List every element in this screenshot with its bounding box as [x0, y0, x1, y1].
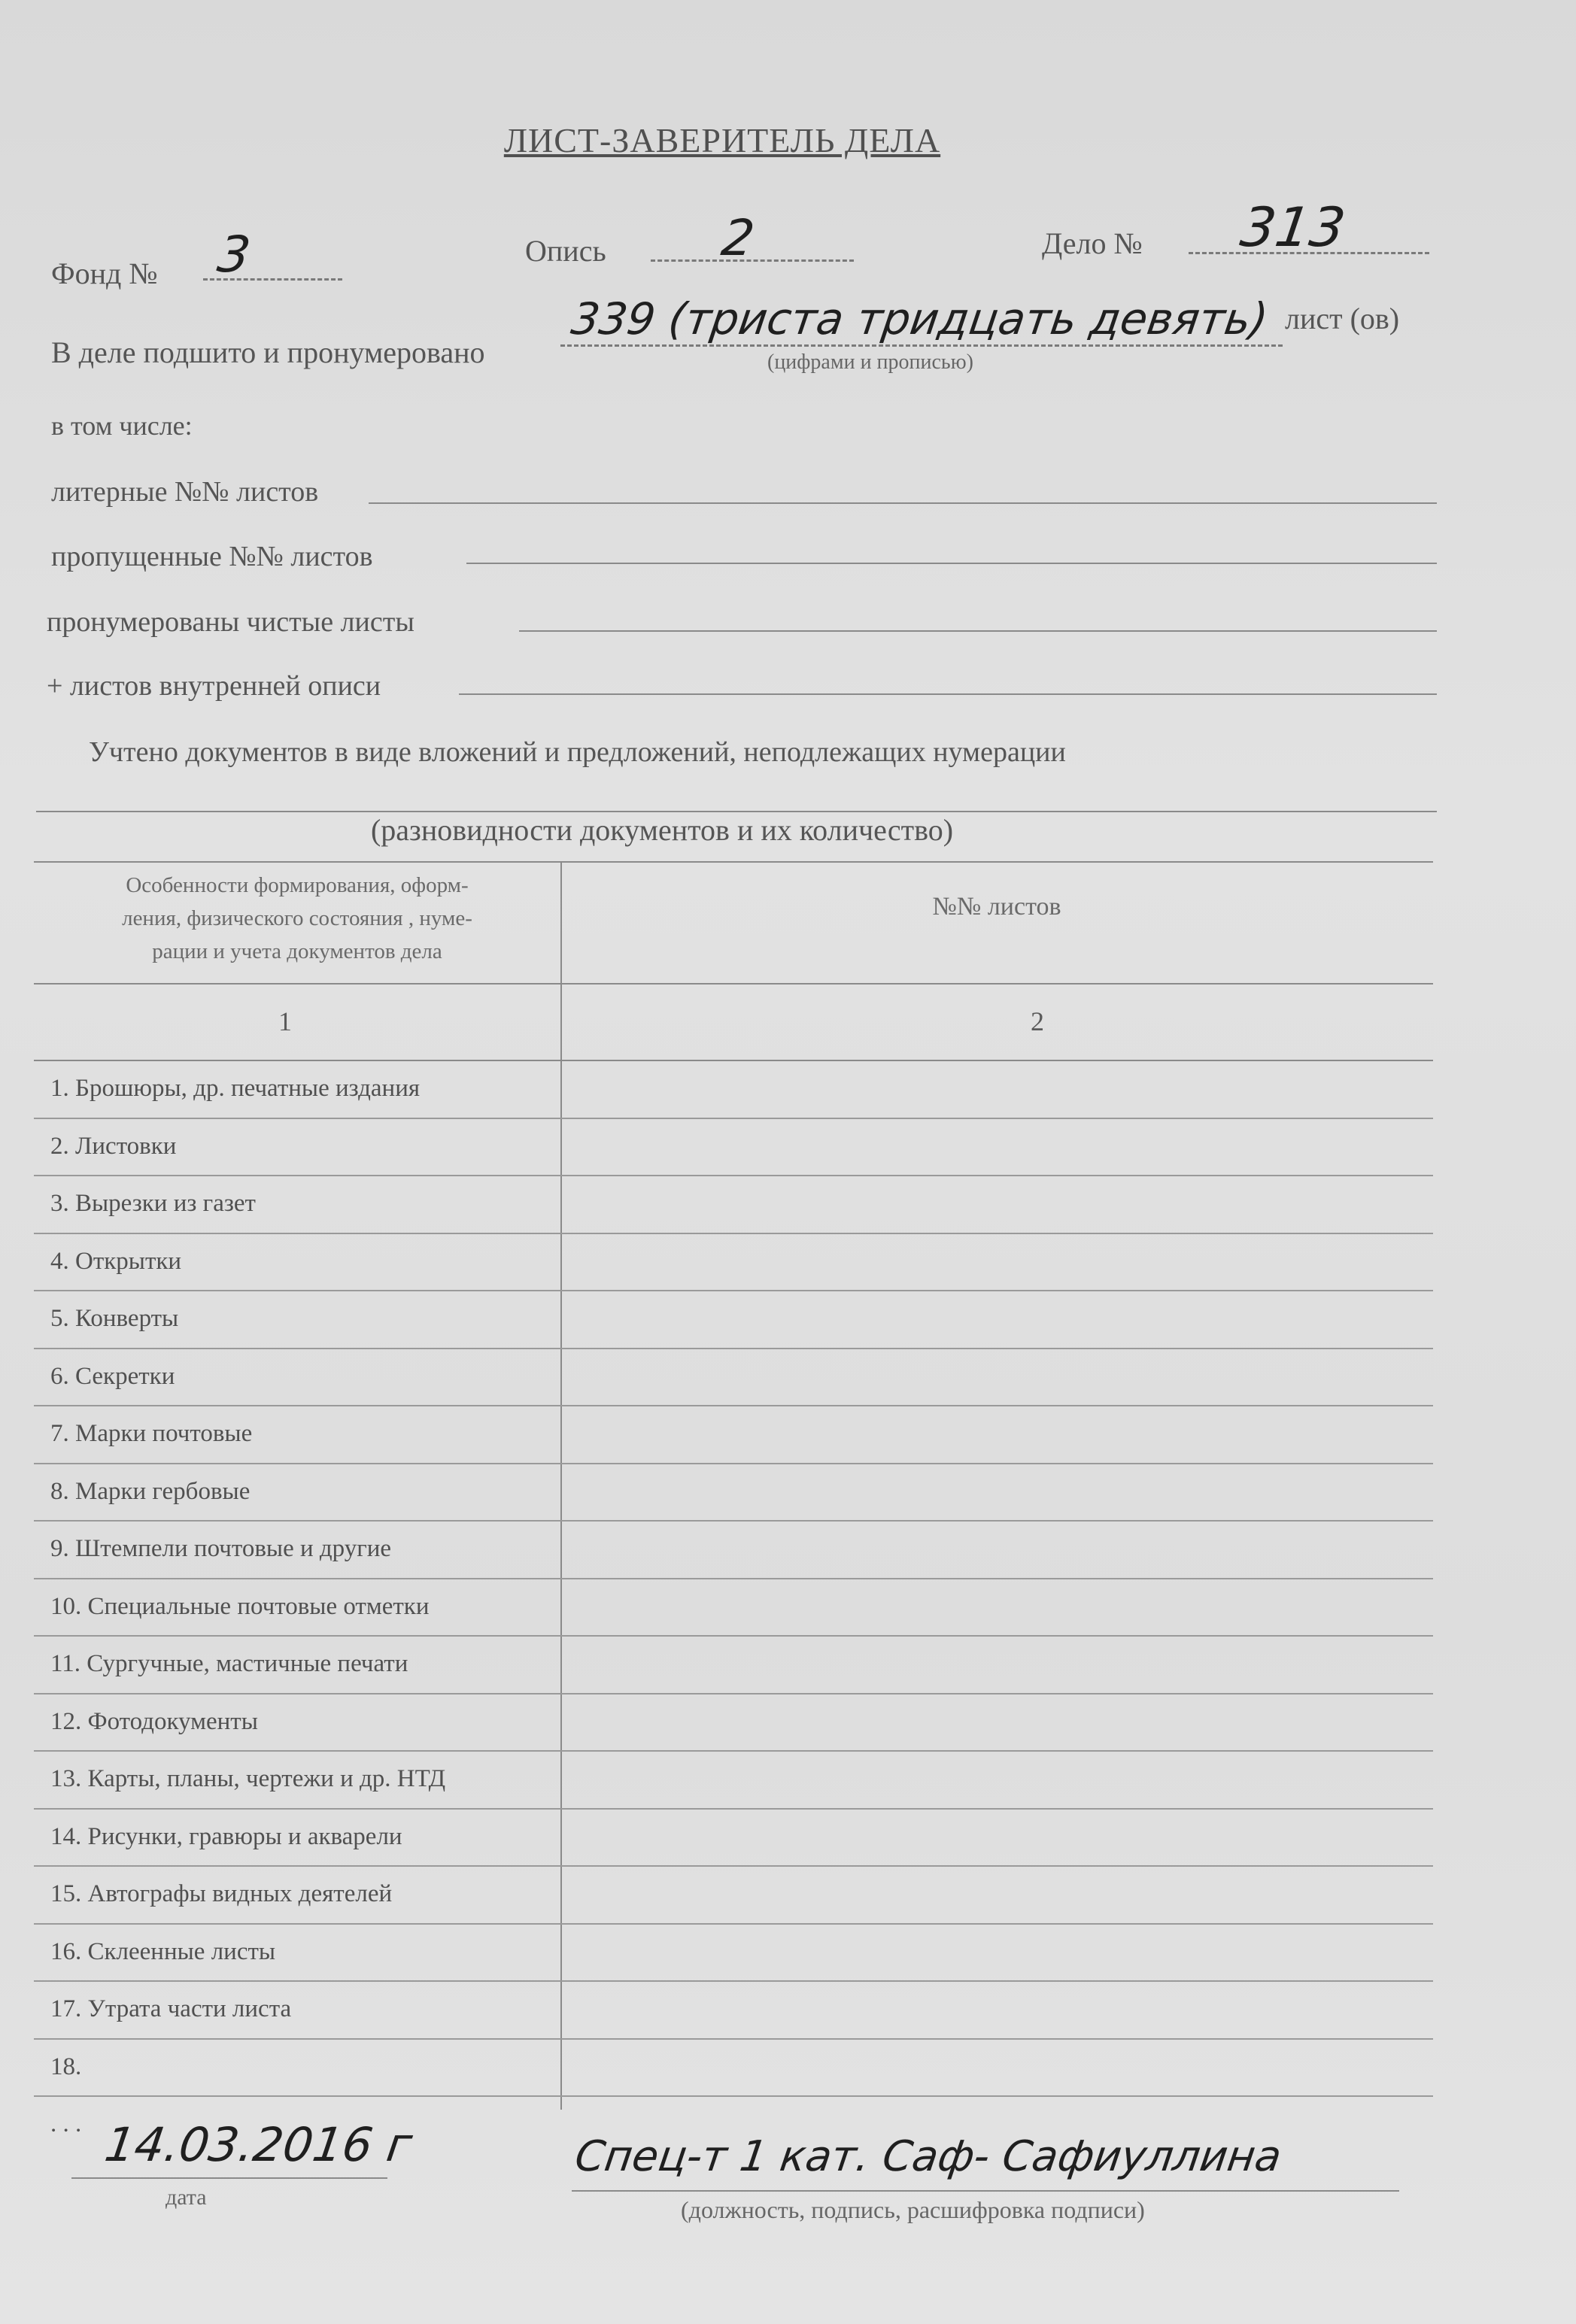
table-row [34, 1694, 1433, 1752]
row-label: 14. Рисунки, гравюры и акварели [50, 1822, 402, 1850]
row-label: 3. Вырезки из газет [50, 1190, 256, 1217]
row-label: 16. Склеенные листы [50, 1937, 276, 1965]
date-label: дата [165, 2185, 207, 2210]
blank-sheets-label: пронумерованы чистые листы [47, 606, 414, 638]
opis-underline [651, 259, 854, 262]
header-col1-line: Особенности формирования, оформ- [126, 873, 469, 897]
page-title: ЛИСТ-ЗАВЕРИТЕЛЬ ДЕЛА [503, 121, 941, 159]
row-label: 5. Конверты [50, 1305, 179, 1332]
documents-table [34, 861, 1433, 2153]
row-label: 11. Сургучные, мастичные печати [50, 1650, 408, 1677]
signature-value: Спец-т 1 кат. Саф- Сафиуллина [572, 2132, 1285, 2181]
row-label: 12. Фотодокументы [50, 1707, 258, 1735]
row-label: 10. Специальные почтовые отметки [50, 1592, 430, 1620]
delo-underline [1189, 252, 1429, 254]
table-row [34, 1637, 1433, 1694]
signature-line [572, 2190, 1399, 2192]
accounted-label: Учтено документов в виде вложений и предложений, неподлежащих нумерации [89, 736, 1066, 768]
missed-sheets-line [466, 563, 1437, 564]
date-value: 14.03.2016 г [101, 2117, 416, 2172]
fond-label: Фонд № [51, 256, 158, 290]
stitched-label: В деле подшито и пронумеровано [51, 335, 485, 369]
inner-inventory-line [459, 693, 1437, 695]
table-row [34, 1925, 1433, 1983]
table-row [34, 1752, 1433, 1810]
fond-underline [203, 278, 342, 281]
opis-value: 2 [718, 209, 758, 267]
table-row [34, 1982, 1433, 2040]
table-row [34, 1867, 1433, 1925]
including-label: в том числе: [51, 411, 193, 441]
table-row [34, 1291, 1433, 1349]
header-col1-line: рации и учета документов дела [152, 939, 442, 963]
header-col1 [34, 869, 560, 968]
blank-sheets-line [519, 630, 1437, 632]
row-label: 2. Листовки [50, 1132, 177, 1160]
table-header [34, 861, 1433, 985]
table-row [34, 1234, 1433, 1292]
column-number-2: 2 [1031, 1006, 1044, 1036]
date-line [71, 2177, 387, 2179]
table-row [34, 1579, 1433, 1637]
literal-sheets-line [369, 502, 1437, 504]
column-number-row [34, 985, 1433, 1061]
header-col1-line: ления, физического состояния , нуме- [122, 906, 472, 930]
table-row [34, 1119, 1433, 1177]
row-label: 13. Карты, планы, чертежи и др. НТД [50, 1765, 446, 1792]
row-label: 8. Марки гербовые [50, 1477, 251, 1505]
row-label: 4. Открытки [50, 1247, 182, 1275]
table-row [34, 1464, 1433, 1522]
table-row [34, 1522, 1433, 1579]
fond-value: 3 [214, 226, 254, 284]
row-label: 15. Автографы видных деятелей [50, 1880, 393, 1907]
delo-label: Дело № [1042, 226, 1143, 260]
row-label: 6. Секретки [50, 1362, 175, 1390]
table-row [34, 1176, 1433, 1234]
row-label: 17. Утрата части листа [50, 1995, 292, 2022]
table-row [34, 1061, 1433, 1119]
table-row [34, 1810, 1433, 1867]
table-row [34, 1349, 1433, 1407]
stitched-hint: (цифрами и прописью) [767, 350, 973, 374]
opis-label: Опись [525, 234, 606, 268]
column-number-1: 1 [278, 1006, 292, 1036]
row-label: . . . [50, 2110, 82, 2137]
row-label: 9. Штемпели почтовые и другие [50, 1535, 392, 1562]
inner-inventory-label: + листов внутренней описи [47, 670, 381, 702]
stitched-suffix: лист (ов) [1285, 302, 1400, 335]
stitched-value: 339 (триста тридцать девять) [568, 293, 1271, 344]
row-label: 18. [50, 2052, 82, 2080]
row-label: 7. Марки почтовые [50, 1420, 253, 1447]
header-col2: №№ листов [932, 893, 1061, 921]
doc-types-hint: (разновидности документов и их количество) [370, 813, 954, 847]
table-row [34, 2040, 1433, 2098]
stitched-underline [560, 344, 1283, 347]
delo-value: 313 [1237, 196, 1350, 259]
row-label: 1. Брошюры, др. печатные издания [50, 1075, 421, 1102]
missed-sheets-label: пропущенные №№ листов [51, 541, 373, 572]
table-row [34, 1406, 1433, 1464]
signature-label: (должность, подпись, расшифровка подписи) [681, 2196, 1145, 2223]
literal-sheets-label: литерные №№ листов [51, 476, 319, 508]
